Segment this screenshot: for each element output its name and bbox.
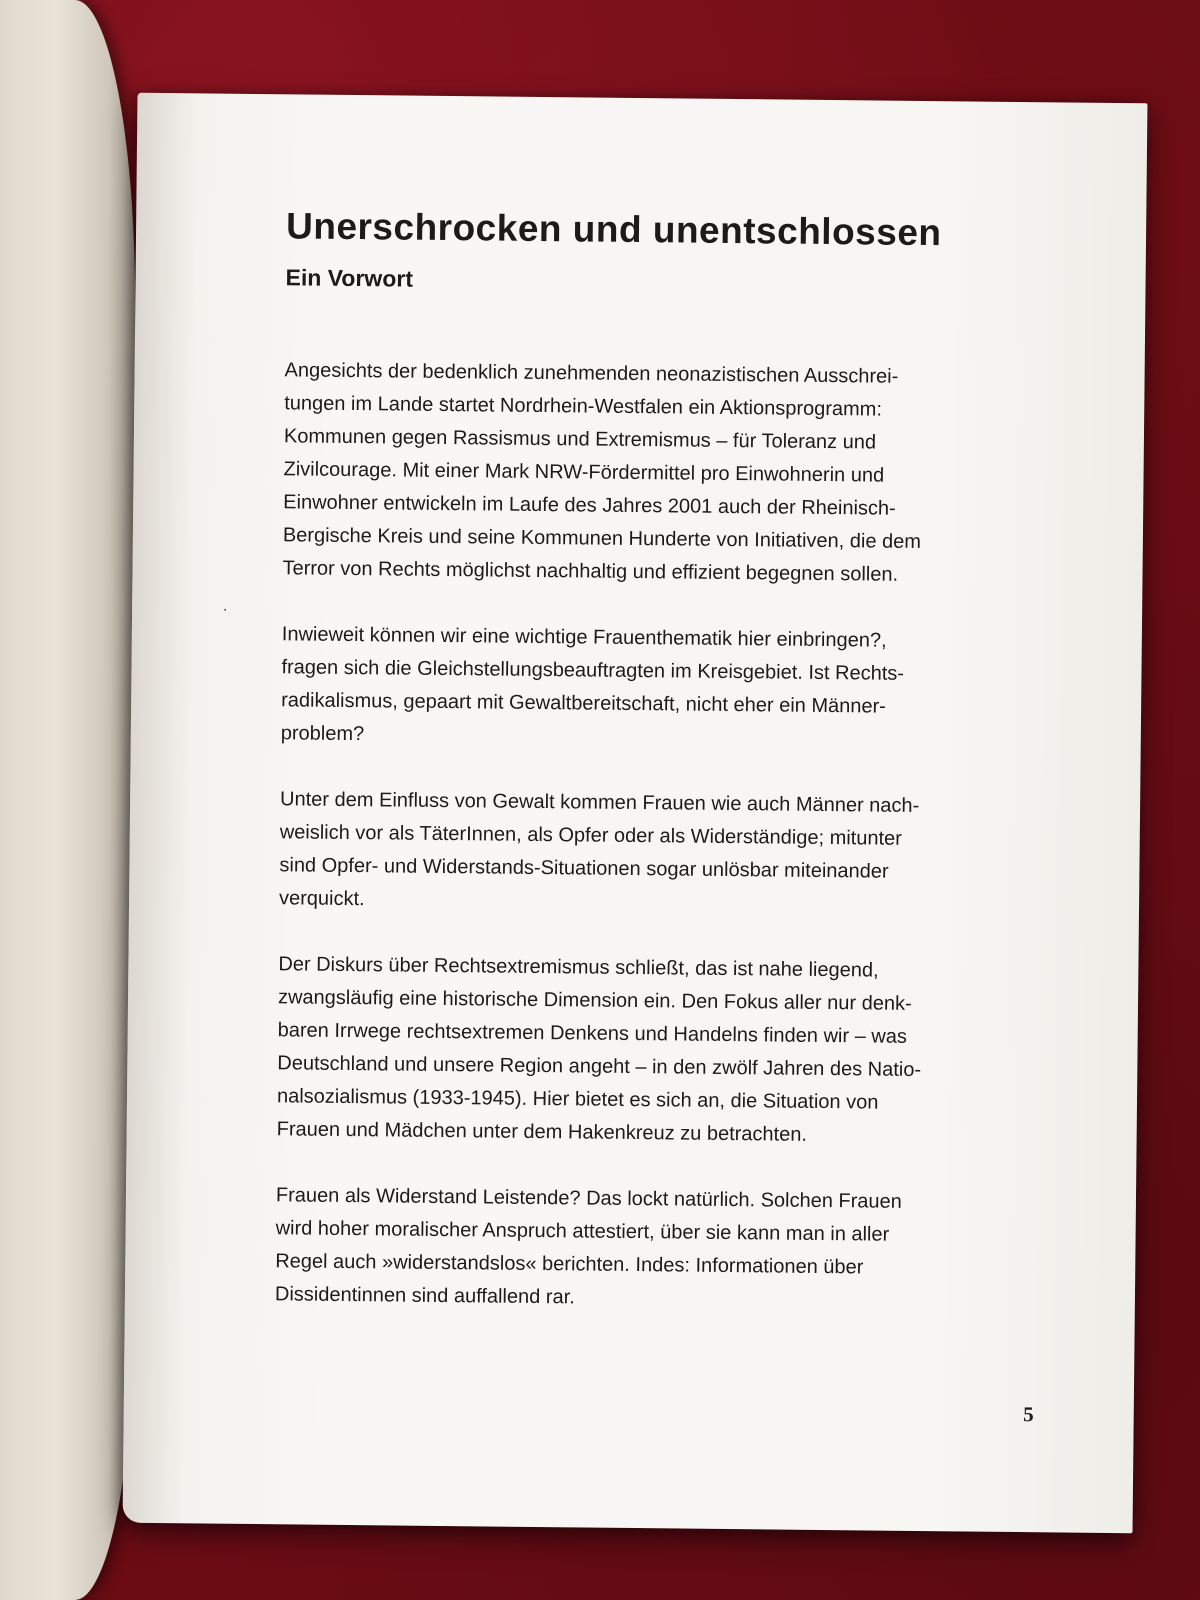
text-line: Inwieweit können wir eine wichtige Frauenthematik hier einbringen?, [281,623,887,652]
chapter-title: Unerschrocken und unentschlossen [285,205,942,254]
text-line: nalsozialismus (1933-1945). Hier bietet es sich an, die Situation von [276,1085,879,1114]
left-facing-page-edge [0,0,135,1600]
text-line: Terror von Rechts möglichst nachhaltig und effizient begegnen sollen. [282,557,899,586]
text-line: Der Diskurs über Rechtsextremismus schließt, das ist nahe liegend, [278,953,879,982]
text-line: Einwohner entwickeln im Laufe des Jahres 2001 auch der Rheinisch- [283,491,896,520]
text-line: sind Opfer- und Widerstands-Situationen sogar unlösbar miteinander [279,854,889,883]
text-line: Dissidentinnen sind auffallend rar. [274,1283,575,1309]
text-line: fragen sich die Gleichstellungsbeauftragten im Kreisgebiet. Ist Rechts- [281,656,905,685]
text-line: Frauen als Widerstand Leistende? Das lockt natürlich. Solchen Frauen [275,1184,902,1213]
paragraph [282,354,1034,593]
text-line: Deutschland und unsere Region angeht – in den zwölf Jahren des Natio- [277,1052,922,1082]
body-text [275,354,1035,1319]
paper-speck [224,609,226,611]
page-number: 5 [1023,1402,1034,1427]
text-line: Regel auch »widerstandslos« berichten. Indes: Informationen über [275,1250,864,1279]
text-line: wird hoher moralischer Anspruch attestiert, über sie kann man in aller [275,1217,890,1246]
page-content [274,204,1036,1352]
text-line: problem? [280,722,365,746]
text-line: radikalismus, gepaart mit Gewaltbereitschaft, nicht eher ein Männer- [281,689,886,718]
book-page [123,93,1148,1533]
text-line: Kommunen gegen Rassismus und Extremismus – für Toleranz und [283,425,877,454]
paragraph [281,618,1032,758]
text-line: Unter dem Einfluss von Gewalt kommen Frauen wie auch Männer nach- [280,788,920,817]
text-line: Angesichts der bedenklich zunehmenden neonazistischen Ausschrei- [284,359,899,388]
text-line: Bergische Kreis und seine Kommunen Hunderte von Initiativen, die dem [282,524,922,553]
text-line: baren Irrwege rechtsextremen Denkens und Handelns finden wir – was [277,1019,908,1048]
text-line: Frauen und Mädchen unter dem Hakenkreuz zu betrachten. [276,1118,808,1146]
text-line: zwangsläufig eine historische Dimension ein. Den Fokus aller nur denk- [277,986,912,1015]
paragraph [275,1179,1026,1319]
chapter-subtitle: Ein Vorwort [285,264,414,292]
text-line: verquickt. [278,887,365,911]
paragraph [276,948,1028,1154]
paragraph [279,783,1030,923]
text-line: Zivilcourage. Mit einer Mark NRW-Fördermittel pro Einwohnerin und [283,458,885,487]
text-line: tungen im Lande startet Nordrhein-Westfalen ein Aktionsprogramm: [284,392,883,421]
text-line: weislich vor als TäterInnen, als Opfer oder als Widerständige; mitunter [279,821,903,850]
